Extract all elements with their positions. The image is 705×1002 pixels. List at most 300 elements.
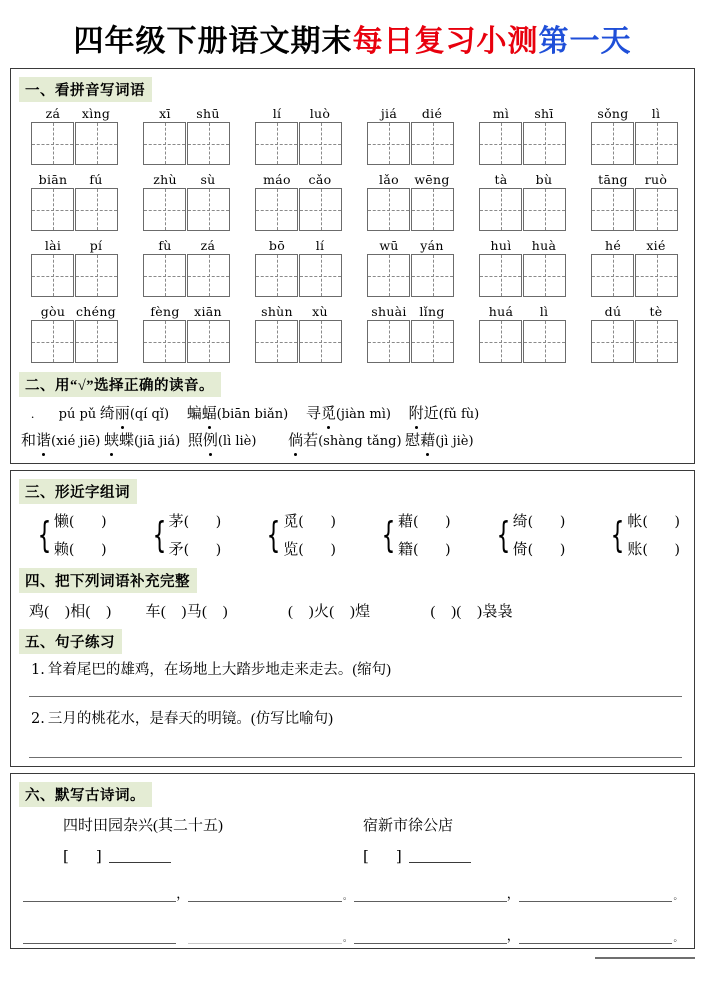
page-title-blue: 第一天 [538,25,632,58]
tianzige-cell[interactable] [299,188,342,231]
verse-blank[interactable] [188,886,341,902]
pinyin-group [31,106,118,165]
pinyin-group [143,238,230,297]
verse-period: 。 [342,892,352,902]
character-glyph: 赖 [53,542,69,558]
character-pair [606,508,680,564]
tianzige-pair[interactable] [31,254,118,297]
tianzige-pair[interactable] [367,254,454,297]
pron-word-before: 绮 [99,406,115,422]
tianzige-pair[interactable] [367,320,454,363]
character-entry[interactable] [169,536,222,564]
character-entry[interactable] [283,536,336,564]
pinyin-group [479,172,566,231]
tianzige-cell[interactable] [367,320,410,363]
page-title-red: 每日复习小测 [352,25,539,58]
bottom-blank-line[interactable] [595,957,695,959]
character-pair-rows [54,508,107,564]
answer-paren[interactable]: ( ) [412,514,451,530]
tianzige-cell[interactable] [479,254,522,297]
pinyin-syllable: gòu [40,304,66,319]
character-entry[interactable] [513,508,566,536]
tianzige-cell[interactable] [411,320,454,363]
pinyin-label [480,172,566,187]
pronunciation-choice[interactable] [405,428,473,455]
character-entry[interactable] [169,508,222,536]
character-glyph: 览 [283,542,299,558]
complete-word-item[interactable]: ( )( )袅袅 [430,604,513,620]
character-glyph: 倚 [512,542,528,558]
pinyin-row [15,172,690,231]
tianzige-pair[interactable] [143,254,230,297]
tianzige-cell[interactable] [143,122,186,165]
tianzige-pair[interactable] [255,254,342,297]
pinyin-label [144,304,230,319]
pinyin-syllable: tà [494,172,508,187]
pinyin-syllable: luò [309,106,331,121]
answer-paren[interactable]: ( ) [527,542,566,558]
brace-icon: { [496,515,511,556]
tianzige-pair[interactable] [31,122,118,165]
brace-icon: { [37,515,52,556]
pinyin-label [480,304,566,319]
tianzige-cell[interactable] [411,254,454,297]
poem-title: 四时田园杂兴(其二十五) [63,818,223,834]
tianzige-cell[interactable] [187,188,230,231]
pinyin-syllable: pí [89,238,103,253]
tianzige-cell[interactable] [299,320,342,363]
tianzige-cell[interactable] [479,122,522,165]
verse-blank[interactable] [188,928,341,944]
tianzige-cell[interactable] [367,254,410,297]
pinyin-group [255,238,342,297]
section1-heading: 一、看拼音写词语 [19,77,152,102]
pinyin-label [256,106,342,121]
pron-options[interactable]: (shàng tǎng) [318,434,402,449]
answer-paren[interactable]: ( ) [642,514,680,530]
pron-word-before: 蝙 [186,406,202,422]
pronunciation-choice[interactable] [306,401,391,428]
sentence-number: 2. [31,711,45,727]
pinyin-row [15,304,690,363]
pinyin-syllable: hé [604,238,622,253]
pinyin-group [255,172,342,231]
pinyin-syllable: shùn [261,304,293,319]
pinyin-syllable: xìng [81,106,111,121]
answer-line[interactable] [29,696,682,697]
sentence-number: 1. [31,662,45,678]
tianzige-cell[interactable] [75,320,118,363]
verse-half-right [354,886,685,902]
poem-authors-row [11,841,694,872]
pron-word-dotted: 例 [203,428,218,454]
tianzige-cell[interactable] [187,122,230,165]
pinyin-group [31,172,118,231]
pron-options[interactable]: (biān biǎn) [216,407,289,422]
poem-titles-row [11,811,694,841]
pinyin-group [143,304,230,363]
pinyin-syllable: zá [200,238,216,253]
tianzige-cell[interactable] [635,320,678,363]
pinyin-group [367,304,454,363]
pinyin-group [479,106,566,165]
tianzige-cell[interactable] [187,254,230,297]
answer-paren[interactable]: ( ) [68,514,107,530]
brace-icon: { [381,515,396,556]
brace-icon: { [611,515,625,556]
pinyin-syllable: fù [158,238,172,253]
pinyin-syllable: huì [490,238,512,253]
tianzige-cell[interactable] [591,188,634,231]
tianzige-pair[interactable] [591,188,678,231]
section3-heading: 三、形近字组词 [19,479,137,504]
pinyin-syllable: máo [263,172,291,187]
author-blank-line[interactable] [409,849,471,863]
character-pair [492,508,566,564]
pinyin-group [367,106,454,165]
verse-blank[interactable] [23,886,176,902]
pinyin-label [592,304,678,319]
complete-word-item[interactable]: ( )火( )煌 [288,604,371,620]
pinyin-syllable: huá [488,304,514,319]
tianzige-cell[interactable] [255,320,298,363]
answer-paren[interactable]: ( ) [642,542,680,558]
pinyin-syllable: yán [420,238,444,253]
tianzige-cell[interactable] [143,254,186,297]
panel-sections-3-4-5 [10,470,695,767]
poem-author-field[interactable] [363,841,663,872]
pinyin-syllable: biān [38,172,68,187]
character-glyph: 籍 [397,542,413,558]
pron-options[interactable]: (jì jiè) [435,434,474,449]
pron-word-before: 寻 [305,406,321,422]
tianzige-pair[interactable] [31,320,118,363]
character-entry[interactable] [283,508,336,536]
pron-word-dotted: 附 [409,401,424,427]
author-bracket: [ ] [63,847,108,865]
tianzige-cell[interactable] [367,188,410,231]
pinyin-label [256,172,342,187]
tianzige-cell[interactable] [143,320,186,363]
verse-blank[interactable] [23,928,176,944]
pinyin-syllable: fú [89,172,103,187]
pinyin-label [592,172,678,187]
character-entry[interactable] [627,536,680,564]
tianzige-cell[interactable] [635,254,678,297]
pinyin-syllable: fèng [150,304,180,319]
verse-period: 。 [673,892,683,902]
panel-sections-1-2 [10,68,695,464]
brace-icon: { [152,515,167,556]
tianzige-pair[interactable] [479,254,566,297]
verse-comma: ， [506,929,520,944]
pronunciation-choice[interactable] [104,428,180,455]
pronunciation-choice[interactable] [100,401,169,428]
character-entry[interactable] [627,508,680,536]
pronunciation-choice[interactable] [288,428,401,455]
pron-word-dotted: 丽 [115,401,130,427]
character-entry[interactable] [54,508,107,536]
pinyin-syllable: cǎo [308,172,332,187]
tianzige-cell[interactable] [75,122,118,165]
tianzige-pair[interactable] [31,188,118,231]
verse-blank[interactable] [519,886,672,902]
tianzige-cell[interactable] [187,320,230,363]
pinyin-syllable: tāng [598,172,628,187]
tianzige-cell[interactable] [367,122,410,165]
tianzige-pair[interactable] [479,188,566,231]
pinyin-group [591,304,678,363]
pinyin-label [592,238,678,253]
tianzige-pair[interactable] [143,188,230,231]
pinyin-group [143,172,230,231]
section5-heading: 五、句子练习 [19,629,122,654]
pinyin-syllable: lài [44,238,62,253]
pinyin-syllable: shī [534,106,554,121]
tianzige-pair[interactable] [143,122,230,165]
pinyin-syllable: xī [159,106,171,121]
pinyin-syllable: bù [535,172,553,187]
pinyin-label [480,106,566,121]
character-entry[interactable] [513,536,566,564]
tianzige-cell[interactable] [523,320,566,363]
pron-word-before: 和 [21,433,37,449]
pron-word [187,406,217,422]
pinyin-label [32,172,118,187]
pron-word [188,433,218,449]
tianzige-pair[interactable] [591,254,678,297]
verse-blank[interactable] [519,928,672,944]
pinyin-label [256,304,342,319]
verse-blank[interactable] [354,886,507,902]
page-title-black: 四年级下册语文期末 [73,25,353,58]
pron-word-dotted: 蛱 [104,428,119,454]
tianzige-cell[interactable] [479,320,522,363]
character-pair [262,508,336,564]
pinyin-label [480,238,566,253]
pinyin-syllable: shuài [371,304,407,319]
character-entry[interactable] [398,536,451,564]
pinyin-label [368,106,454,121]
brace-icon: { [266,515,281,556]
answer-paren[interactable]: ( ) [298,542,336,558]
answer-paren[interactable]: ( ) [68,542,107,558]
character-glyph: 矛 [168,542,184,558]
tianzige-cell[interactable] [31,254,74,297]
character-glyph: 藉 [397,514,413,530]
pinyin-label [144,172,230,187]
pron-word [21,433,51,449]
section2-heading: 二、用“√”选择正确的读音。 [19,372,221,397]
pinyin-group [479,304,566,363]
pinyin-syllable: dú [604,304,622,319]
verse-row [11,928,694,944]
complete-words-line [11,597,694,627]
tianzige-cell[interactable] [75,254,118,297]
pronunciation-choice[interactable] [21,428,100,455]
pinyin-syllable: ruò [644,172,668,187]
verse-period: 。 [342,934,352,944]
tianzige-cell[interactable] [143,188,186,231]
pron-word-dotted: 藉 [420,428,435,454]
verse-blank[interactable] [354,928,507,944]
verse-half-right [354,928,685,944]
tianzige-cell[interactable] [255,122,298,165]
pinyin-label [32,304,118,319]
pinyin-syllable: wēng [414,172,450,187]
pinyin-syllable: lí [315,238,325,253]
pinyin-syllable: zhù [153,172,177,187]
tianzige-cell[interactable] [75,188,118,231]
tianzige-pair[interactable] [255,122,342,165]
pron-word [405,433,435,449]
tianzige-cell[interactable] [523,254,566,297]
character-glyph: 茅 [168,514,184,530]
tianzige-cell[interactable] [523,122,566,165]
pron-word-before: 慰 [405,433,421,449]
pronunciation-choice[interactable] [188,428,257,455]
author-bracket: [ ] [363,847,408,865]
poem-title: 宿新市徐公店 [363,818,454,834]
pron-word-after: 蝶 [119,433,135,449]
pinyin-syllable: shū [196,106,220,121]
character-glyph: 账 [627,542,643,558]
pinyin-syllable: chéng [75,304,116,319]
pinyin-syllable: dié [421,106,443,121]
character-pair-rows [627,508,680,564]
tianzige-cell[interactable] [635,122,678,165]
pinyin-syllable: bō [268,238,286,253]
pron-word-after: 近 [423,406,439,422]
character-glyph: 帐 [627,514,643,530]
pron-options[interactable]: (xié jiē) [51,434,101,449]
poem-author-field[interactable] [63,841,363,872]
pinyin-syllable: sù [200,172,216,187]
pron-word-dotted: 倘 [288,428,303,454]
section6-heading: 六、默写古诗词。 [19,782,152,807]
pinyin-group [367,238,454,297]
answer-paren[interactable]: ( ) [298,514,336,530]
pron-options[interactable]: (fǔ fù) [438,407,480,422]
pron-word-before: 照 [187,433,203,449]
answer-paren[interactable]: ( ) [527,514,566,530]
pinyin-label [32,238,118,253]
pronunciation-line-2 [11,428,694,455]
answer-paren[interactable]: ( ) [412,542,451,558]
tianzige-cell[interactable] [591,254,634,297]
pron-options[interactable]: (qí qǐ) [129,407,170,422]
pinyin-syllable: lì [651,106,661,121]
complete-word-item[interactable]: 鸡( )相( ) [29,604,112,620]
pinyin-syllable: xiān [194,304,222,319]
answer-paren[interactable]: ( ) [183,542,222,558]
answer-paren[interactable]: ( ) [183,514,222,530]
character-glyph: 懒 [53,514,69,530]
tianzige-cell[interactable] [31,188,74,231]
character-pair [148,508,222,564]
pinyin-label [368,172,454,187]
tianzige-pair[interactable] [255,320,342,363]
pron-options[interactable]: (lì liè) [217,434,257,449]
pinyin-syllable: lí [272,106,282,121]
tianzige-pair[interactable] [479,122,566,165]
complete-word-item[interactable]: 车( )马( ) [145,604,228,620]
tianzige-cell[interactable] [31,320,74,363]
tianzige-cell[interactable] [299,122,342,165]
pronunciation-choice[interactable] [409,401,480,428]
pron-word [100,406,130,422]
verse-comma: ， [176,887,190,902]
tianzige-cell[interactable] [255,254,298,297]
tianzige-pair[interactable] [367,122,454,165]
pron-options[interactable]: (jiā jiá) [134,434,181,449]
pinyin-group [255,106,342,165]
tianzige-cell[interactable] [31,122,74,165]
tianzige-pair[interactable] [479,320,566,363]
character-pair-rows [513,508,566,564]
tianzige-cell[interactable] [523,188,566,231]
verse-period: 。 [673,934,683,944]
panel-section-6 [10,773,695,949]
tianzige-pair[interactable] [591,122,678,165]
pron-word [306,406,336,422]
character-pair-rows [398,508,451,564]
pinyin-row [15,106,690,165]
pron-word [288,433,318,449]
tianzige-pair[interactable] [255,188,342,231]
tianzige-cell[interactable] [299,254,342,297]
pinyin-syllable: tè [649,304,663,319]
lead-pinyin: pú pǔ [58,407,97,422]
tianzige-cell[interactable] [591,122,634,165]
character-glyph: 绮 [512,514,528,530]
pinyin-syllable: wū [379,238,399,253]
tianzige-cell[interactable] [411,122,454,165]
pinyin-grid-rows [11,106,694,363]
character-pair [377,508,451,564]
tianzige-pair[interactable] [591,320,678,363]
character-pair [33,508,107,564]
tianzige-cell[interactable] [479,188,522,231]
pron-word-dotted: 觅 [321,401,336,427]
tianzige-cell[interactable] [411,188,454,231]
pron-options[interactable]: (jiàn mì) [335,407,391,422]
pinyin-group [31,304,118,363]
pinyin-label [592,106,678,121]
pinyin-row [15,238,690,297]
pinyin-label [144,238,230,253]
character-entry[interactable] [54,536,107,564]
sentence-text: 耸着尾巴的雄鸡，在场地上大踏步地走来走去。(缩句) [47,662,391,678]
tianzige-cell[interactable] [255,188,298,231]
pinyin-label [32,106,118,121]
author-blank-line[interactable] [109,849,171,863]
section4-heading: 四、把下列词语补充完整 [19,568,197,593]
pinyin-syllable: lǎo [379,172,399,187]
answer-line[interactable] [29,757,682,758]
pronunciation-choice[interactable] [187,401,289,428]
pinyin-syllable: xù [312,304,328,319]
tianzige-cell[interactable] [635,188,678,231]
tianzige-pair[interactable] [367,188,454,231]
pinyin-group [143,106,230,165]
tianzige-cell[interactable] [591,320,634,363]
character-entry[interactable] [398,508,451,536]
character-pair-rows [283,508,336,564]
lead-dot-marker: . [31,406,35,421]
pron-word-dotted: 蝠 [202,401,217,427]
tianzige-pair[interactable] [143,320,230,363]
